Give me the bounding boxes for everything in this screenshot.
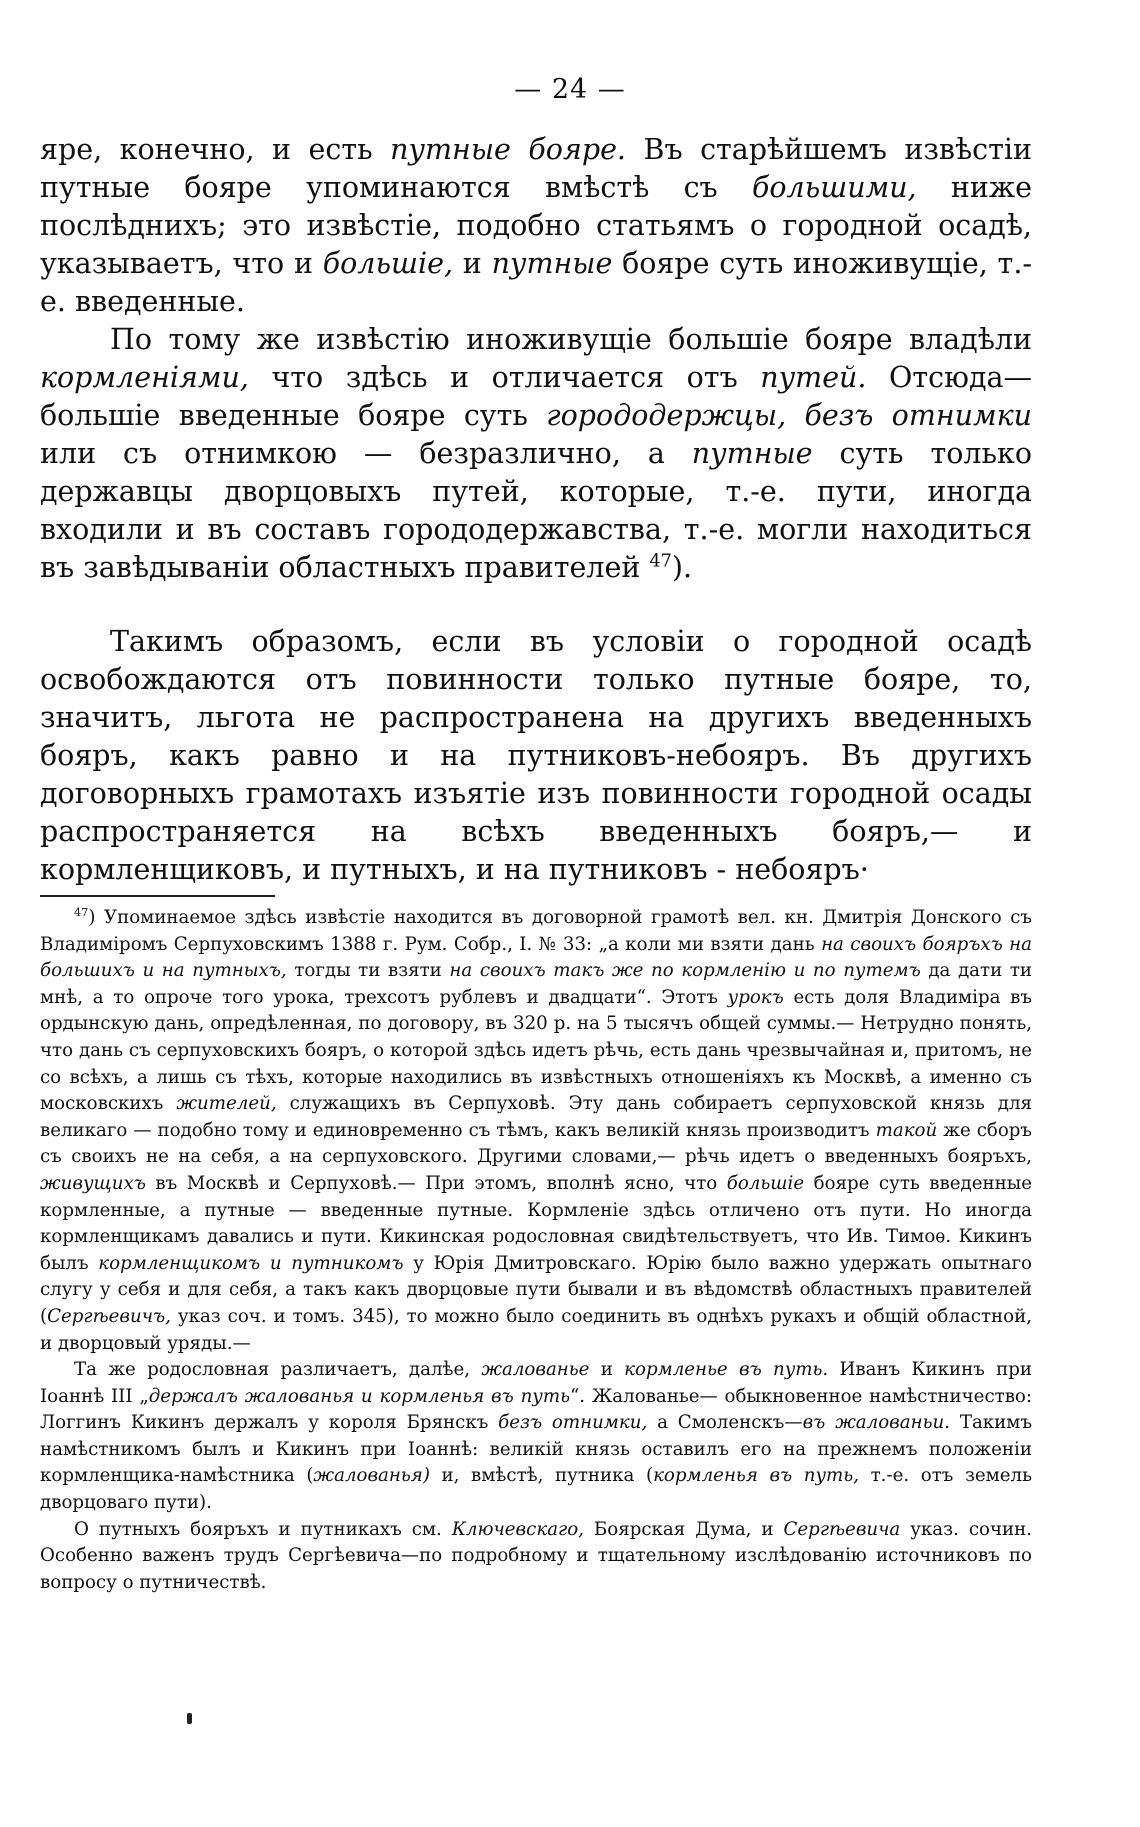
text-run: бояре суть введенные кормленные, а путные — введенные путные. Кормленіе здѣсь отличено отъ пути. Но иногда кормленщикамъ давались и пути. Кикинская родословная свидѣтельствуетъ, что Ив. Тимоѳ. Кикинъ былъ: [40, 1172, 1032, 1274]
text-run: тогды ти взяти: [286, 960, 450, 982]
italic-run: въ жалованьи.: [802, 1412, 950, 1434]
text-run: и, вмѣстѣ, путника (: [429, 1465, 654, 1487]
text-run: а Смоленскъ—: [647, 1412, 803, 1434]
paragraph: [40, 321, 1032, 587]
text-run: суть только державцы дворцовыхъ путей, которые, т.-е. пути, иногда входили и въ составъ горододержавства, т.-е. могли находиться въ завѣдываніи областныхъ правителей: [40, 437, 1032, 584]
text-run: Боярская Дума, и: [583, 1518, 784, 1540]
text-run: же сборъ съ своихъ не на себя, а на серпуховского. Другими словами,— рѣчь идетъ о введенныхъ бояръхъ,: [40, 1119, 1032, 1168]
text-run: въ Москвѣ и Серпуховѣ.— При этомъ, вполнѣ ясно, что: [145, 1172, 727, 1194]
italic-run: кормленіями,: [40, 361, 249, 394]
italic-run: на своихъ такъ же по кормленію и по путемъ: [449, 960, 921, 982]
main-text-continuation: [40, 131, 1032, 587]
text-run: или съ отнимкою — безразлично, а: [40, 437, 692, 470]
text-run: что здѣсь и отличается отъ: [248, 361, 761, 394]
text-run: Отсюда—большіе введенные бояре суть: [40, 361, 1032, 432]
italic-run: большіе: [726, 1172, 805, 1194]
italic-run: кормленщикомъ и путникомъ: [98, 1252, 404, 1274]
italic-run: урокъ: [727, 986, 784, 1008]
italic-run: жалованье: [481, 1359, 590, 1381]
italic-run: Ключевскаго,: [451, 1518, 584, 1540]
text-run: указ. сочин. Особенно важенъ трудъ Сергѣевича—по подробному и тщательному изслѣдованію источниковъ по вопросу о путничествѣ.: [40, 1518, 1032, 1593]
footnote-ref: 47: [649, 551, 672, 572]
italic-run: путные: [491, 247, 613, 280]
text-run: т.-е. отъ земель дворцоваго пути).: [40, 1465, 1032, 1514]
italic-run: безъ отнимки,: [498, 1412, 648, 1434]
italic-run: кормленье въ путь.: [624, 1359, 829, 1381]
text-run: “. Жалованье— обыкновенное намѣстничество: Логгинъ Кикинъ держалъ у короля Брянскъ: [40, 1385, 1033, 1434]
text-run: у Юрія Дмитровскаго. Юрію было важно удержать опытнаго слугу у себя и для себя, а такъ какъ дворцовые пути бывали и въ вѣдомствѣ областныхъ правителей (: [40, 1252, 1032, 1327]
main-text-second-section: [40, 623, 1032, 889]
text-run: служащихъ въ Серпуховѣ. Эту дань собираетъ серпуховской князь для великаго — подобно тому и единовременно съ тѣмъ, какъ великій князь производитъ: [40, 1093, 1033, 1141]
italic-run: Сергѣевича: [783, 1518, 901, 1540]
text-run: да дати ти мнѣ, а то опроче того урока, трехсотъ рублевъ и двадцати“. Этотъ: [40, 960, 1033, 1008]
text-run: Иванъ Кикинъ при Іоаннѣ III „: [40, 1359, 1033, 1407]
text-run: По тому же извѣстію иноживущіе большіе бояре владѣли: [110, 323, 1032, 356]
text-run: указ соч. и томъ. 345), то можно было соединить въ однѣхъ рукахъ и общій областной, и дворцовый уряды.—: [40, 1305, 1032, 1354]
text-run: Такимъ образомъ, если въ условіи о городной осадѣ освобождаются отъ повинности только путные бояре, то, значитъ, льгота не распространена на другихъ введенныхъ бояръ, какъ равно и на путниковъ-небояръ. Въ другихъ договорныхъ грамотахъ изъятіе изъ повинности городной осады распространяется на всѣхъ введенныхъ бояръ,— и кормленщиковъ, и путныхъ, и на путниковъ - небояръ·: [40, 625, 1032, 886]
print-mark: [187, 1713, 192, 1724]
italic-run: большими,: [752, 171, 917, 204]
italic-run: путные: [691, 437, 813, 470]
italic-run: путей.: [760, 361, 867, 394]
page-number: — 24 —: [514, 74, 626, 105]
footnote-paragraph: [40, 905, 1032, 1357]
text-run: и: [453, 247, 492, 280]
text-run: бояре суть иноживущіе, т.-е. введенные.: [40, 247, 1033, 318]
text-run: О путныхъ бояръхъ и путникахъ см.: [74, 1518, 452, 1540]
paragraph: [40, 623, 1032, 889]
footnote-block: [40, 905, 1032, 1596]
text-run: яре, конечно, и есть: [40, 133, 391, 166]
footnote-divider: [40, 895, 275, 897]
italic-run: кормленья въ путь,: [653, 1465, 859, 1487]
footnote-paragraph: [40, 1357, 1032, 1517]
italic-run: живущихъ: [40, 1172, 146, 1194]
italic-run: такой: [875, 1119, 938, 1141]
italic-run: большіе,: [322, 247, 454, 280]
italic-run: горододержцы, безъ отнимки: [546, 399, 1033, 432]
text-run: ниже послѣднихъ; это извѣстіе, подобно статьямъ о городной осадѣ, указываетъ, что и: [40, 171, 1033, 280]
text-run: Та же родословная различаетъ, далѣе,: [74, 1359, 482, 1381]
paragraph: [40, 131, 1032, 321]
text-run: ) Упоминаемое здѣсь извѣстіе находится въ договорной грамотѣ вел. кн. Дмитрія Донского съ Владиміромъ Серпуховскимъ 1388 г. Рум. Собр., I. № 33: „а коли ми взяти дань: [40, 907, 1032, 955]
text-run: Такимъ намѣстникомъ былъ и Кикинъ при Іоаннѣ: великій князь оставилъ его на прежнемъ положеніи кормленщика-намѣстника (: [40, 1412, 1033, 1487]
footnote-ref: 47: [74, 905, 89, 919]
footnote-paragraph: [40, 1517, 1032, 1597]
italic-run: жителей,: [176, 1093, 277, 1115]
text-run: и: [589, 1359, 625, 1381]
italic-run: Сергѣевичъ,: [47, 1305, 171, 1327]
text-run: Въ старѣйшемъ извѣстіи путные бояре упоминаются вмѣстѣ съ: [40, 133, 1032, 204]
text-run: есть доля Владиміра въ ордынскую дань, опредѣленная, по договору, въ 320 р. на 5 тысячъ общей суммы.— Нетрудно понять, что дань съ серпуховскихъ бояръ, о которой здѣсь идетъ рѣчь, есть дань чрезвычайная и, притомъ, не со всѣхъ, а лишь съ тѣхъ, которые находились въ извѣстныхъ отношеніяхъ къ Москвѣ, а именно съ московскихъ: [40, 986, 1032, 1115]
italic-run: жалованья): [313, 1465, 430, 1487]
italic-run: на своихъ бояръхъ на большихъ и на путныхъ,: [40, 933, 1032, 982]
italic-run: путные бояре.: [390, 133, 626, 166]
italic-run: держалъ жалованья и кормленья въ путь: [148, 1385, 570, 1407]
text-run: ).: [671, 551, 693, 584]
